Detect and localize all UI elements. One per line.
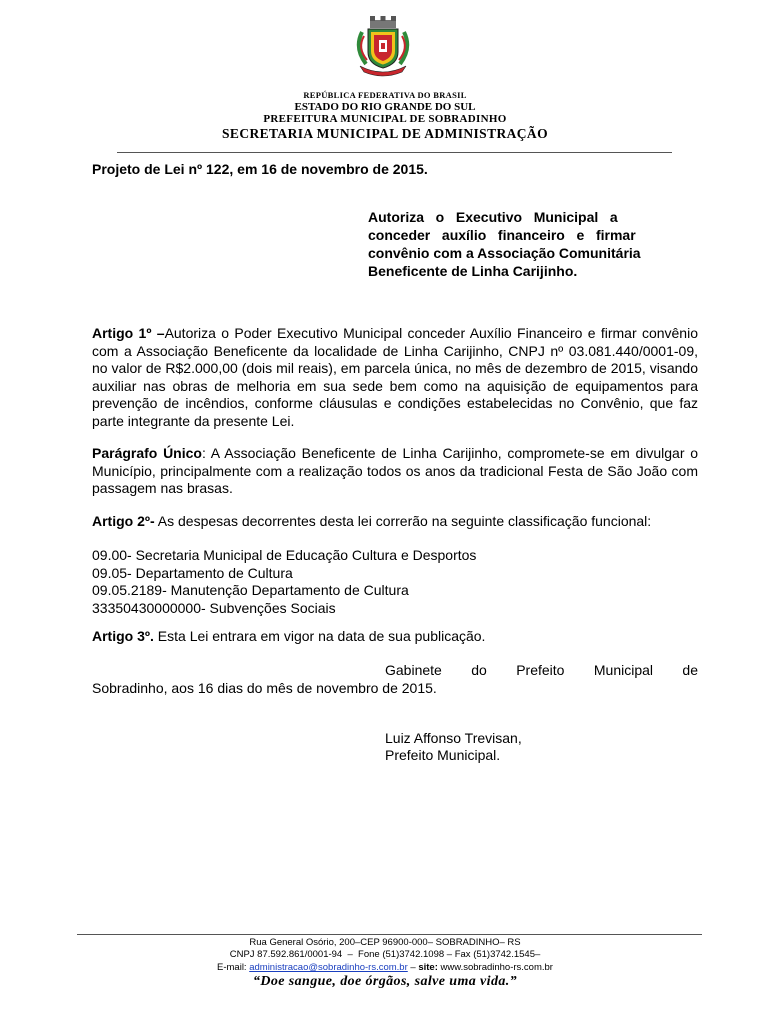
email-link[interactable]: administracao@sobradinho-rs.com.br	[249, 962, 408, 973]
article-1-text: Autoriza o Poder Executivo Municipal conceder Auxílio Financeiro e firmar convênio com a Associação Beneficente da localidade de Linha Carijinho, CNPJ nº 03.081.440/0001-09, no valor de R$2.000,00 (dois mil reais), em parcela única, no mês de dezembro de 2015, visando auxiliar nas obras de melhoria em sua sede bem como na aquisição de equipamentos para prevenção de incêndios, conforme cláusulas e condições estabelecidas no Convênio, que faz parte integrante da presente Lei.	[92, 325, 698, 429]
header-state: ESTADO DO RIO GRANDE DO SUL	[294, 101, 476, 113]
site-url: www.sobradinho-rs.com.br	[437, 962, 553, 973]
site-label: site:	[418, 962, 438, 973]
footer-address: Rua General Osório, 200–CEP 96900-000– SOBRADINHO– RS	[249, 937, 521, 948]
gabinete-word: de	[682, 662, 698, 678]
document-title: Projeto de Lei nº 122, em 16 de novembro de 2015.	[92, 161, 428, 177]
ementa-line: Autoriza o Executivo Municipal a	[368, 209, 618, 225]
header-secretariat: SECRETARIA MUNICIPAL DE ADMINISTRAÇÃO	[222, 126, 548, 141]
ementa-block	[368, 208, 698, 280]
article-2-label: Artigo 2º-	[92, 513, 155, 529]
article-1-label: Artigo 1º –	[92, 325, 165, 341]
paragrafo-label: Parágrafo Único	[92, 445, 202, 461]
ementa-line: Beneficente de Linha Carijinho.	[368, 263, 578, 279]
footer-slogan: “Doe sangue, doe órgãos, salve uma vida.”	[252, 974, 518, 989]
ementa-line: convênio com a Associação Comunitária	[368, 245, 641, 261]
municipal-coat-of-arms-icon	[352, 14, 414, 78]
article-3	[92, 628, 485, 644]
article-3-label: Artigo 3º.	[92, 628, 154, 644]
budget-line: 33350430000000- Subvenções Sociais	[92, 599, 336, 616]
header-divider	[117, 152, 672, 153]
email-label: E-mail:	[217, 962, 250, 973]
gabinete-word: Prefeito	[516, 662, 565, 678]
gabinete-line	[385, 662, 698, 678]
ementa-line: conceder auxílio financeiro e firmar	[368, 227, 636, 243]
article-2-text: As despesas decorrentes desta lei correrão na seguinte classificação funcional:	[154, 513, 652, 529]
header-prefecture: PREFEITURA MUNICIPAL DE SOBRADINHO	[263, 113, 507, 125]
gabinete-word: do	[471, 662, 487, 678]
budget-line: 09.05- Departamento de Cultura	[92, 564, 293, 581]
footer-contacts: CNPJ 87.592.861/0001-94 – Fone (51)3742.1098 – Fax (51)3742.1545–	[229, 949, 541, 960]
article-3-text: Esta Lei entrara em vigor na data de sua publicação.	[153, 628, 486, 644]
gabinete-word: Gabinete	[385, 662, 442, 678]
paragrafo-text: : A Associação Beneficente de Linha Carijinho, compromete-se em divulgar o Município, principalmente com a realização todos os anos da tradicional Festa de São João com passagem nas brasas.	[92, 445, 699, 496]
signatory-name: Luiz Affonso Trevisan,	[385, 730, 522, 746]
budget-line: 09.00- Secretaria Municipal de Educação Cultura e Desportos	[92, 547, 477, 563]
article-2	[92, 513, 698, 531]
footer-divider	[77, 934, 702, 935]
budget-classification-list	[92, 547, 476, 617]
site-separator: –	[407, 962, 419, 973]
footer-email-site	[0, 962, 770, 973]
gabinete-word: Municipal	[593, 662, 654, 678]
article-1	[92, 325, 698, 430]
paragrafo-unico	[92, 445, 698, 498]
signatory-role: Prefeito Municipal.	[385, 747, 501, 763]
header-country: REPÚBLICA FEDERATIVA DO BRASIL	[303, 90, 467, 100]
gabinete-date: Sobradinho, aos 16 dias do mês de novembro de 2015.	[92, 680, 437, 696]
budget-line: 09.05.2189- Manutenção Departamento de Cultura	[92, 582, 409, 598]
